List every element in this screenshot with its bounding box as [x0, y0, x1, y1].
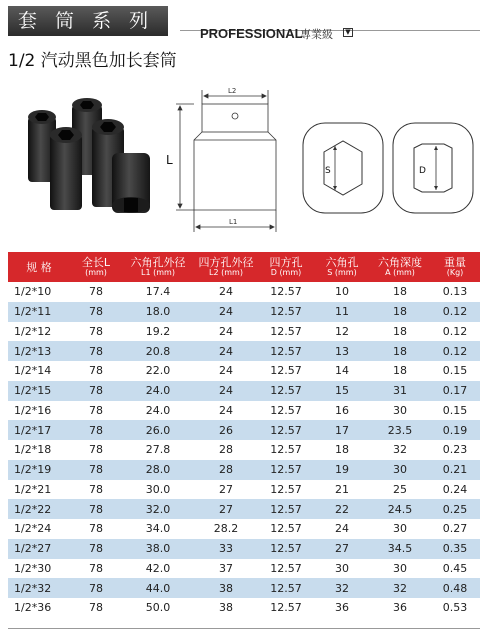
column-header-label: 六角孔外径: [130, 255, 186, 269]
table-cell: 10: [335, 285, 349, 299]
table-cell: 1/2*30: [14, 561, 52, 575]
table-cell: 32.0: [145, 502, 171, 516]
table-cell: 12.57: [270, 364, 302, 378]
table-row: [8, 598, 480, 618]
table-cell: 27: [219, 502, 233, 516]
table-cell: 18: [393, 285, 407, 299]
table-cell: 21: [335, 482, 349, 496]
table-cell: 78: [89, 542, 103, 556]
table-cell: 0.15: [442, 364, 468, 378]
table-cell: 18.0: [145, 305, 171, 319]
spec-table: [8, 252, 480, 618]
table-cell: 12.57: [270, 324, 302, 338]
dimension-drawing: [160, 82, 295, 242]
table-cell: 0.25: [442, 502, 468, 516]
table-cell: 78: [89, 324, 103, 338]
d-label: D: [419, 166, 426, 176]
table-cell: 31: [393, 384, 407, 398]
table-row: [8, 519, 480, 539]
table-cell: 1/2*15: [14, 384, 52, 398]
table-row: [8, 539, 480, 559]
table-cell: 18: [393, 344, 407, 358]
column-header: [314, 252, 370, 282]
table-cell: 24: [219, 384, 233, 398]
table-cell: 78: [89, 522, 103, 536]
table-cell: 12: [335, 324, 349, 338]
table-cell: 38: [219, 581, 233, 595]
table-row: [8, 282, 480, 302]
table-cell: 22: [335, 502, 349, 516]
table-cell: 78: [89, 482, 103, 496]
column-header-label: 六角深度: [378, 255, 422, 269]
table-cell: 12.57: [270, 403, 302, 417]
table-cell: 0.12: [442, 324, 468, 338]
table-cell: 1/2*11: [14, 305, 52, 319]
l-label: L: [166, 153, 173, 167]
table-cell: 27.8: [145, 443, 171, 457]
table-cell: 0.23: [442, 443, 468, 457]
table-cell: 1/2*36: [14, 601, 52, 615]
table-cell: 0.15: [442, 403, 468, 417]
professional-label: PROFESSIONAL: [200, 26, 303, 41]
table-cell: 0.53: [442, 601, 468, 615]
table-cell: 16: [335, 403, 349, 417]
table-cell: 22.0: [145, 364, 171, 378]
table-cell: 27: [219, 482, 233, 496]
table-cell: 1/2*18: [14, 443, 52, 457]
table-cell: 34.0: [145, 522, 171, 536]
table-cell: 1/2*14: [14, 364, 52, 378]
spec-table-header: [8, 252, 480, 282]
table-cell: 36: [335, 601, 349, 615]
table-cell: 28: [219, 443, 233, 457]
table-cell: 28.2: [213, 522, 239, 536]
table-cell: 18: [335, 443, 349, 457]
table-cell: 12.57: [270, 482, 302, 496]
column-header-label: 全长L: [81, 255, 111, 269]
table-cell: 0.24: [442, 482, 468, 496]
table-cell: 12.57: [270, 581, 302, 595]
column-header-unit: (mm): [85, 267, 107, 277]
table-cell: 78: [89, 601, 103, 615]
hex-opening-diagram: [302, 122, 384, 214]
column-header: [370, 252, 430, 282]
table-cell: 1/2*21: [14, 482, 52, 496]
column-header: [8, 252, 70, 282]
table-cell: 0.12: [442, 305, 468, 319]
column-header-unit: (Kg): [446, 267, 464, 277]
table-cell: 26.0: [145, 423, 171, 437]
column-header-label: 重量: [444, 255, 466, 269]
column-header-unit: L1 (mm): [141, 267, 175, 277]
table-cell: 24: [219, 324, 233, 338]
table-cell: 44.0: [145, 581, 171, 595]
table-cell: 24.5: [387, 502, 413, 516]
table-cell: 78: [89, 364, 103, 378]
table-row: [8, 480, 480, 500]
table-cell: 78: [89, 463, 103, 477]
table-cell: 1/2*10: [14, 285, 52, 299]
table-cell: 18: [393, 305, 407, 319]
table-cell: 1/2*24: [14, 522, 52, 536]
table-cell: 1/2*13: [14, 344, 52, 358]
table-row: [8, 322, 480, 342]
table-cell: 1/2*17: [14, 423, 52, 437]
table-cell: 24: [219, 285, 233, 299]
table-cell: 78: [89, 285, 103, 299]
table-cell: 37: [219, 561, 233, 575]
table-cell: 78: [89, 443, 103, 457]
table-cell: 27: [335, 542, 349, 556]
table-cell: 0.27: [442, 522, 468, 536]
table-cell: 34.5: [387, 542, 413, 556]
table-cell: 24: [219, 364, 233, 378]
table-cell: 24.0: [145, 403, 171, 417]
table-cell: 0.35: [442, 542, 468, 556]
table-cell: 78: [89, 384, 103, 398]
table-cell: 1/2*27: [14, 542, 52, 556]
table-cell: 1/2*16: [14, 403, 52, 417]
column-header-unit: D (mm): [270, 267, 302, 277]
table-cell: 30: [393, 561, 407, 575]
table-cell: 24.0: [145, 384, 171, 398]
table-cell: 12.57: [270, 463, 302, 477]
table-cell: 24: [219, 403, 233, 417]
column-header: [194, 252, 258, 282]
bottom-divider: [8, 628, 480, 629]
table-cell: 20.8: [145, 344, 171, 358]
table-row: [8, 440, 480, 460]
table-cell: 30: [393, 522, 407, 536]
table-cell: 30.0: [145, 482, 171, 496]
table-cell: 0.17: [442, 384, 468, 398]
dropdown-arrow-icon: ▼: [343, 28, 353, 37]
table-cell: 19.2: [145, 324, 171, 338]
table-cell: 11: [335, 305, 349, 319]
table-cell: 32: [393, 443, 407, 457]
table-row: [8, 578, 480, 598]
l1-label: L1: [229, 218, 238, 226]
table-cell: 30: [393, 463, 407, 477]
table-cell: 0.12: [442, 344, 468, 358]
table-cell: 12.57: [270, 443, 302, 457]
table-cell: 1/2*32: [14, 581, 52, 595]
table-cell: 1/2*12: [14, 324, 52, 338]
table-cell: 13: [335, 344, 349, 358]
table-cell: 78: [89, 561, 103, 575]
table-cell: 32: [393, 581, 407, 595]
table-cell: 38.0: [145, 542, 171, 556]
table-cell: 0.13: [442, 285, 468, 299]
spec-table-body: [8, 282, 480, 618]
table-row: [8, 460, 480, 480]
table-cell: 36: [393, 601, 407, 615]
table-cell: 0.45: [442, 561, 468, 575]
table-cell: 24: [219, 344, 233, 358]
table-cell: 24: [219, 305, 233, 319]
column-header: [70, 252, 122, 282]
table-cell: 78: [89, 344, 103, 358]
table-cell: 0.19: [442, 423, 468, 437]
table-cell: 78: [89, 502, 103, 516]
table-cell: 17: [335, 423, 349, 437]
column-header: [430, 252, 480, 282]
table-row: [8, 420, 480, 440]
table-row: [8, 302, 480, 322]
table-row: [8, 381, 480, 401]
table-cell: 12.57: [270, 542, 302, 556]
table-cell: 78: [89, 403, 103, 417]
table-cell: 12.57: [270, 285, 302, 299]
table-row: [8, 341, 480, 361]
table-cell: 18: [393, 324, 407, 338]
table-cell: 15: [335, 384, 349, 398]
table-cell: 12.57: [270, 423, 302, 437]
column-header-label: 规 格: [26, 260, 52, 274]
table-cell: 32: [335, 581, 349, 595]
table-cell: 38: [219, 601, 233, 615]
table-cell: 78: [89, 581, 103, 595]
table-cell: 28.0: [145, 463, 171, 477]
table-cell: 12.57: [270, 502, 302, 516]
table-cell: 42.0: [145, 561, 171, 575]
table-cell: 78: [89, 423, 103, 437]
table-cell: 0.21: [442, 463, 468, 477]
table-cell: 28: [219, 463, 233, 477]
table-cell: 26: [219, 423, 233, 437]
square-opening-diagram: [392, 122, 474, 214]
professional-cn-label: 專業級: [300, 28, 333, 41]
table-cell: 12.57: [270, 561, 302, 575]
table-cell: 14: [335, 364, 349, 378]
column-header-unit: S (mm): [327, 267, 357, 277]
table-cell: 17.4: [145, 285, 171, 299]
column-header-unit: L2 (mm): [209, 267, 243, 277]
column-header: [258, 252, 314, 282]
column-header-label: 六角孔: [325, 255, 359, 269]
table-cell: 24: [335, 522, 349, 536]
table-cell: 12.57: [270, 384, 302, 398]
table-cell: 18: [393, 364, 407, 378]
table-row: [8, 499, 480, 519]
product-subtitle: 1/2 汽动黑色加长套筒: [8, 51, 177, 71]
table-cell: 33: [219, 542, 233, 556]
socket-photo: [20, 95, 155, 220]
column-header: [122, 252, 194, 282]
l2-label: L2: [228, 87, 237, 95]
table-cell: 19: [335, 463, 349, 477]
table-cell: 12.57: [270, 344, 302, 358]
table-row: [8, 401, 480, 421]
table-cell: 1/2*22: [14, 502, 52, 516]
series-title: 套 筒 系 列: [8, 6, 168, 36]
table-cell: 30: [393, 403, 407, 417]
table-cell: 12.57: [270, 522, 302, 536]
table-row: [8, 361, 480, 381]
table-row: [8, 559, 480, 579]
table-cell: 12.57: [270, 601, 302, 615]
column-header-label: 四方孔外径: [198, 255, 254, 269]
table-cell: 30: [335, 561, 349, 575]
table-cell: 23.5: [387, 423, 413, 437]
table-cell: 25: [393, 482, 407, 496]
s-label: S: [325, 166, 331, 176]
table-cell: 1/2*19: [14, 463, 52, 477]
table-cell: 78: [89, 305, 103, 319]
table-cell: 12.57: [270, 305, 302, 319]
table-cell: 50.0: [145, 601, 171, 615]
column-header-label: 四方孔: [269, 255, 303, 269]
table-cell: 0.48: [442, 581, 468, 595]
column-header-unit: A (mm): [385, 267, 415, 277]
